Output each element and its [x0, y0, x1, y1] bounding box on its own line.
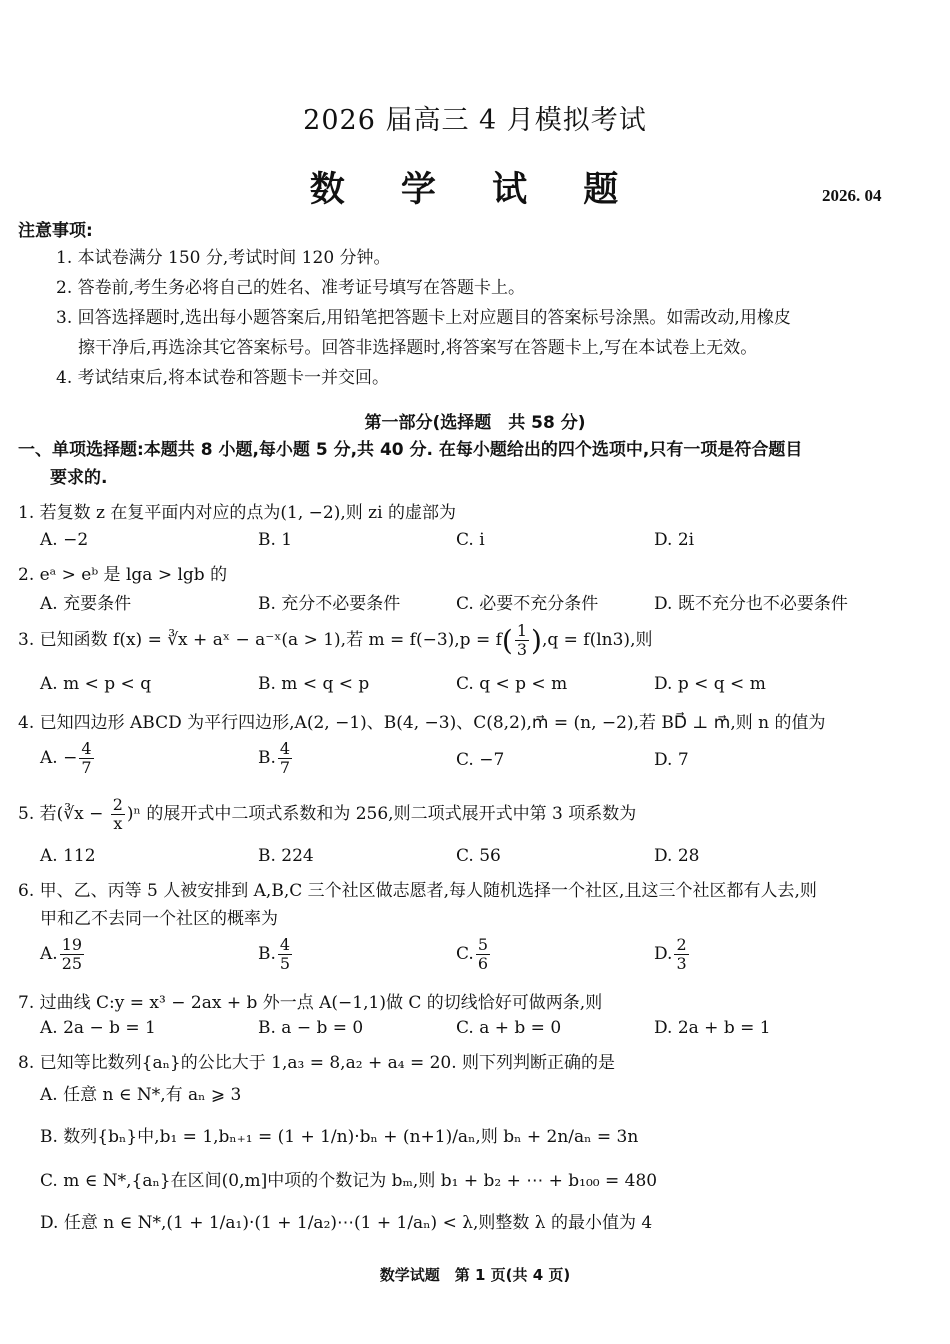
question-1-stem: 1. 若复数 z 在复平面内对应的点为(1, −2),则 zi 的虚部为 [18, 503, 456, 523]
q5-option-b: B. 224 [258, 846, 314, 866]
note-item: 擦干净后,再选涂其它答案标号。回答非选择题时,将答案写在答题卡上,写在本试卷上无效。 [78, 338, 758, 358]
fraction-denominator: 6 [477, 954, 488, 973]
fraction-denominator: 5 [279, 954, 291, 973]
q1-option-c: C. i [456, 530, 485, 550]
q7-option-a: A. 2a − b = 1 [40, 1018, 156, 1038]
paren-open: ( [501, 624, 513, 657]
q3-option-b: B. m < q < p [258, 674, 370, 694]
question-6-stem-cont: 甲和乙不去同一个社区的概率为 [40, 909, 278, 929]
question-2-stem: 2. eᵃ > eᵇ 是 lga > lgb 的 [18, 565, 228, 585]
q5-option-a: A. 112 [40, 846, 96, 866]
q4-option-b [258, 740, 294, 777]
question-3-stem [18, 622, 652, 659]
exam-date: 2026. 04 [822, 186, 882, 205]
q4-option-d: D. 7 [654, 750, 689, 770]
q3-fraction [515, 622, 529, 659]
fraction-numerator: 5 [477, 935, 488, 954]
q6-option-d [654, 936, 691, 973]
option-label: B. [258, 748, 276, 768]
q8-option-c: C. m ∈ N*,{aₙ}在区间(0,m]中项的个数记为 bₘ,则 b₁ + b₂ + ⋯ + b₁₀₀ = 480 [40, 1171, 658, 1191]
q3-option-a: A. m < p < q [40, 674, 152, 694]
question-4-stem: 4. 已知四边形 ABCD 为平行四边形,A(2, −1)、B(4, −3)、C(8,2),m⃗ = (n, −2),若 BD⃗ ⊥ m⃗,则 n 的值为 [18, 713, 826, 733]
fraction-numerator: 4 [279, 739, 291, 758]
q1-option-d: D. 2i [654, 530, 695, 550]
question-6-stem: 6. 甲、乙、丙等 5 人被安排到 A,B,C 三个社区做志愿者,每人随机选择一个社区,且这三个社区都有人去,则 [18, 881, 817, 901]
q8-option-d: D. 任意 n ∈ N*,(1 + 1/a₁)·(1 + 1/a₂)⋯(1 + 1/aₙ) < λ,则整数 λ 的最小值为 4 [40, 1213, 653, 1233]
fraction-denominator: 3 [676, 954, 687, 973]
q6-option-c [456, 936, 492, 973]
note-item: 3. 回答选择题时,选出每小题答案后,用铅笔把答题卡上对应题目的答案标号涂黑。如需改动,用橡皮 [56, 308, 791, 328]
note-item: 4. 考试结束后,将本试卷和答题卡一并交回。 [56, 368, 390, 388]
option-label: B. [258, 944, 276, 964]
q5-expr-close: )ⁿ [126, 804, 141, 824]
q5-expr-open: (∛x − [56, 804, 109, 824]
q3-option-d: D. p < q < m [654, 674, 766, 694]
fraction-numerator: 2 [676, 935, 687, 954]
fraction-denominator: 7 [279, 758, 291, 777]
note-item: 2. 答卷前,考生务必将自己的姓名、准考证号填写在答题卡上。 [56, 278, 526, 298]
fraction-numerator: 19 [61, 935, 83, 954]
q3-stem-part2: ,q = f(ln3),则 [541, 630, 653, 650]
note-item: 1. 本试卷满分 150 分,考试时间 120 分钟。 [56, 248, 391, 268]
q5-option-d: D. 28 [654, 846, 700, 866]
q1-option-b: B. 1 [258, 530, 293, 550]
option-fraction [674, 936, 688, 973]
q7-option-c: C. a + b = 0 [456, 1018, 562, 1038]
q5-stem-part1: 5. 若 [18, 804, 57, 824]
fraction-numerator: 1 [516, 621, 528, 640]
notes-heading: 注意事项: [18, 221, 93, 241]
question-8-stem: 8. 已知等比数列{aₙ}的公比大于 1,a₃ = 8,a₂ + a₄ = 20. 则下列判断正确的是 [18, 1053, 616, 1073]
option-fraction [79, 740, 93, 777]
q5-stem-part2: 的展开式中二项式系数和为 256,则二项式展开式中第 3 项系数为 [140, 804, 637, 824]
option-label: C. [456, 944, 474, 964]
section-title: 第一部分(选择题 共 58 分) [364, 413, 586, 433]
option-label: D. [654, 944, 673, 964]
fraction-numerator: 4 [279, 935, 291, 954]
q6-option-a [40, 936, 86, 973]
part-heading: 一、单项选择题:本题共 8 小题,每小题 5 分,共 40 分. 在每小题给出的四个选项中,只有一项是符合题目 [18, 440, 803, 460]
q7-option-b: B. a − b = 0 [258, 1018, 364, 1038]
fraction-denominator: 25 [61, 954, 83, 973]
fraction-denominator: x [113, 814, 123, 833]
q2-option-c: C. 必要不充分条件 [456, 594, 599, 614]
q8-option-a: A. 任意 n ∈ N*,有 aₙ ⩾ 3 [40, 1085, 242, 1105]
q5-option-c: C. 56 [456, 846, 501, 866]
option-fraction [60, 936, 84, 973]
question-5-stem [18, 796, 636, 833]
paren-close: ) [531, 624, 542, 657]
fraction-denominator: 3 [516, 640, 528, 659]
part-heading-cont: 要求的. [50, 468, 108, 488]
option-label: A. [40, 944, 58, 964]
option-fraction [278, 936, 292, 973]
fraction-numerator: 2 [112, 795, 123, 814]
q4-option-c: C. −7 [456, 750, 505, 770]
subject-title: 数 学 试 题 [309, 169, 641, 210]
q2-option-d: D. 既不充分也不必要条件 [654, 594, 848, 614]
q8-option-b: B. 数列{bₙ}中,b₁ = 1,bₙ₊₁ = (1 + 1/n)·bₙ + (n+1)/aₙ,则 bₙ + 2n/aₙ = 3n [40, 1127, 639, 1147]
option-fraction [278, 740, 292, 777]
q2-option-b: B. 充分不必要条件 [258, 594, 401, 614]
q5-fraction [111, 796, 125, 833]
page-footer: 数学试题 第 1 页(共 4 页) [379, 1266, 571, 1284]
q4-option-a [40, 740, 96, 777]
q3-option-c: C. q < p < m [456, 674, 568, 694]
q6-option-b [258, 936, 294, 973]
option-fraction [476, 936, 490, 973]
fraction-denominator: 7 [81, 758, 92, 777]
q1-option-a: A. −2 [40, 530, 89, 550]
exam-title: 2026 届高三 4 月模拟考试 [303, 105, 647, 136]
q2-option-a: A. 充要条件 [40, 594, 132, 614]
q7-option-d: D. 2a + b = 1 [654, 1018, 771, 1038]
fraction-numerator: 4 [81, 739, 92, 758]
q3-stem-part1: 3. 已知函数 f(x) = ∛x + aˣ − a⁻ˣ(a > 1),若 m = f(−3),p = f [18, 630, 502, 650]
question-7-stem: 7. 过曲线 C:y = x³ − 2ax + b 外一点 A(−1,1)做 C 的切线恰好可做两条,则 [18, 993, 603, 1013]
option-label: A. − [40, 748, 78, 768]
